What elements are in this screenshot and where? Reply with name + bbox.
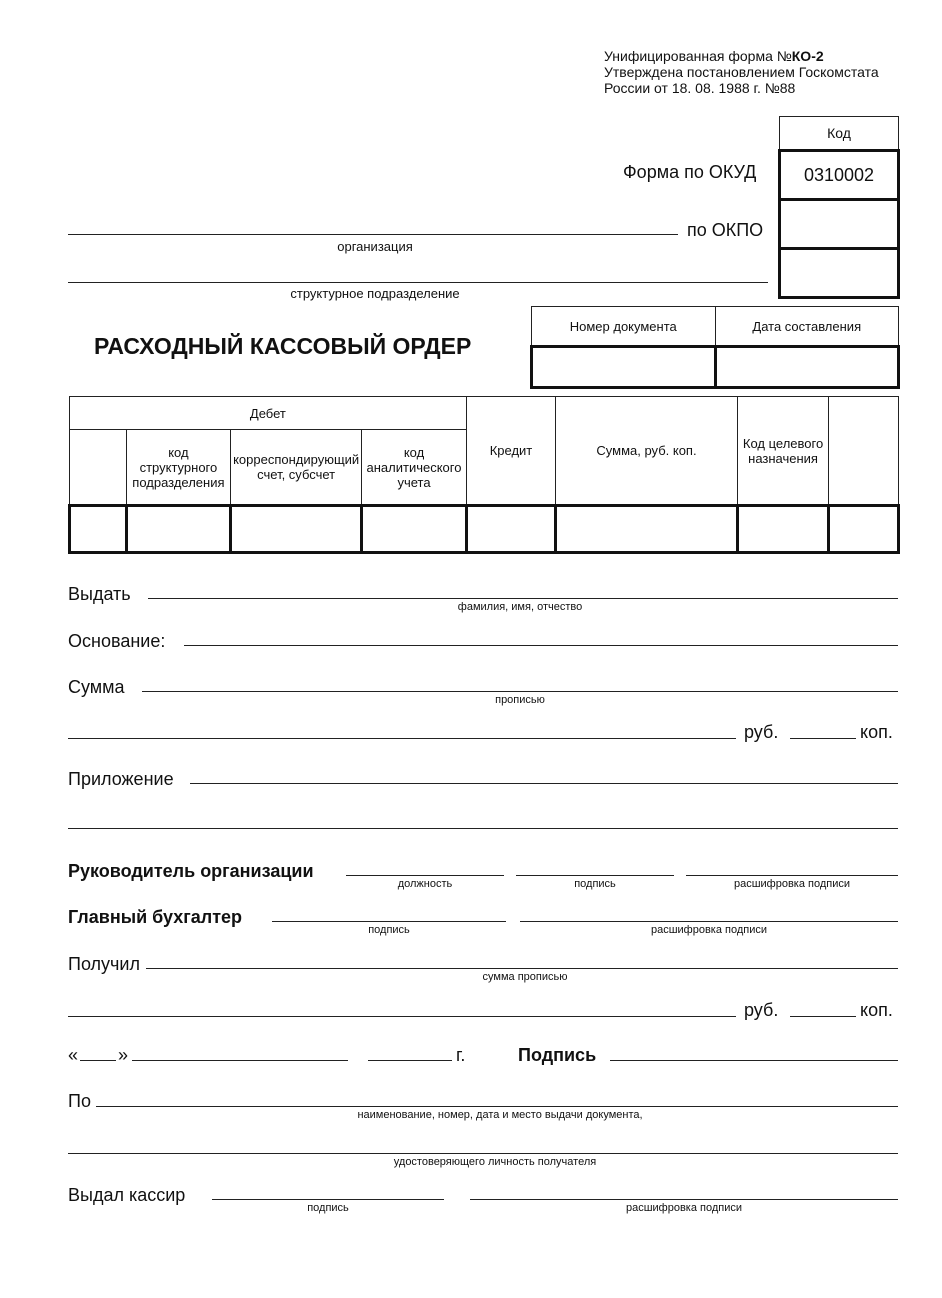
amount-words-field[interactable] <box>68 738 736 739</box>
attachment-field-2[interactable] <box>68 828 898 829</box>
decode-caption: расшифровка подписи <box>650 924 768 936</box>
struct-unit-header: код структурного подразделения <box>126 430 230 506</box>
debit-header: Дебет <box>70 397 467 430</box>
day-field[interactable] <box>80 1060 116 1061</box>
extra-code-cell[interactable] <box>780 249 899 298</box>
issue-label: Выдать <box>68 584 131 604</box>
doc-date-cell[interactable] <box>715 347 899 388</box>
year-suffix: г. <box>456 1045 466 1065</box>
table-cell[interactable] <box>231 506 362 553</box>
head-org-label: Руководитель организации <box>68 861 314 881</box>
decode-caption: расшифровка подписи <box>733 878 851 890</box>
table-cell[interactable] <box>737 506 829 553</box>
analytic-code-header: код аналитического учета <box>362 430 467 506</box>
organization-field[interactable] <box>68 234 678 235</box>
signature-caption: подпись <box>307 1202 349 1214</box>
table-cell[interactable] <box>362 506 467 553</box>
signature-label: Подпись <box>518 1045 597 1065</box>
code-header: Код <box>780 117 899 151</box>
blank-header <box>829 397 899 506</box>
chief-accountant-label: Главный бухгалтер <box>68 907 243 927</box>
signature-caption: подпись <box>368 924 410 936</box>
corr-account-header: корреспондирующий счет, субсчет <box>231 430 362 506</box>
decode-caption: расшифровка подписи <box>625 1202 743 1214</box>
form-label: Унифицированная форма № <box>604 48 792 64</box>
sum-header: Сумма, руб. коп. <box>556 397 738 506</box>
by-label: По <box>68 1091 91 1111</box>
credit-header: Кредит <box>466 397 555 506</box>
issue-caption: фамилия, имя, отчество <box>457 601 583 613</box>
document-title: РАСХОДНЫЙ КАССОВЫЙ ОРДЕР <box>94 333 472 359</box>
kop-field[interactable] <box>790 1016 856 1017</box>
accounting-table <box>68 396 900 554</box>
cashier-decode-field[interactable] <box>470 1199 898 1200</box>
table-cell[interactable] <box>126 506 230 553</box>
month-field[interactable] <box>132 1060 348 1061</box>
document-number-table <box>530 306 900 389</box>
accountant-decode-field[interactable] <box>520 921 898 922</box>
issue-field[interactable] <box>148 598 898 599</box>
received-label: Получил <box>68 954 140 974</box>
received-field[interactable] <box>146 968 898 969</box>
accountant-signature-field[interactable] <box>272 921 506 922</box>
department-caption: структурное подразделение <box>290 286 460 301</box>
form-header <box>604 48 879 96</box>
amount-label: Сумма <box>68 677 125 697</box>
quote-open: « <box>68 1045 79 1065</box>
okpo-label: по ОКПО <box>687 220 764 240</box>
sum-words-caption: сумма прописью <box>482 971 568 983</box>
kop-field[interactable] <box>790 738 856 739</box>
purpose-code-header: Код целевого назначения <box>737 397 829 506</box>
table-cell[interactable] <box>466 506 555 553</box>
year-field[interactable] <box>368 1060 452 1061</box>
basis-label: Основание: <box>68 631 166 651</box>
table-cell[interactable] <box>70 506 127 553</box>
identity-caption: удостоверяющего личность получателя <box>393 1156 597 1168</box>
recipient-signature-field[interactable] <box>610 1060 898 1061</box>
kop-label: коп. <box>860 722 893 742</box>
attachment-label: Приложение <box>68 769 174 789</box>
head-decode-field[interactable] <box>686 875 898 876</box>
doc-number-cell[interactable] <box>532 347 716 388</box>
cashier-signature-field[interactable] <box>212 1199 444 1200</box>
attachment-field[interactable] <box>190 783 898 784</box>
head-position-field[interactable] <box>346 875 504 876</box>
doc-number-header: Номер документа <box>532 307 716 347</box>
approval-date: России от 18. 08. 1988 г. №88 <box>604 80 796 96</box>
position-caption: должность <box>397 878 453 890</box>
head-signature-field[interactable] <box>516 875 674 876</box>
okpo-code-cell[interactable] <box>780 200 899 249</box>
id-document-field[interactable] <box>96 1106 898 1107</box>
amount-caption: прописью <box>495 694 545 706</box>
rub-label: руб. <box>744 722 779 742</box>
id-document-field-2[interactable] <box>68 1153 898 1154</box>
table-cell[interactable] <box>829 506 899 553</box>
quote-close: » <box>118 1045 129 1065</box>
department-field[interactable] <box>68 282 768 283</box>
organization-caption: организация <box>337 239 413 254</box>
doc-date-header: Дата составления <box>715 307 899 347</box>
doc-caption: наименование, номер, дата и место выдачи документа, <box>357 1109 643 1121</box>
okud-code-cell[interactable]: 0310002 <box>780 151 899 200</box>
debit-blank-header <box>70 430 127 506</box>
approval-line: Утверждена постановлением Госкомстата <box>604 64 879 80</box>
signature-caption: подпись <box>574 878 616 890</box>
kop-label: коп. <box>860 1000 893 1020</box>
basis-field[interactable] <box>184 645 898 646</box>
code-box <box>778 116 900 299</box>
cashier-label: Выдал кассир <box>68 1185 186 1205</box>
amount-field[interactable] <box>142 691 898 692</box>
form-code: КО-2 <box>791 48 824 64</box>
table-cell[interactable] <box>556 506 738 553</box>
okud-label: Форма по ОКУД <box>623 162 757 182</box>
rub-label: руб. <box>744 1000 779 1020</box>
received-amount-field[interactable] <box>68 1016 736 1017</box>
